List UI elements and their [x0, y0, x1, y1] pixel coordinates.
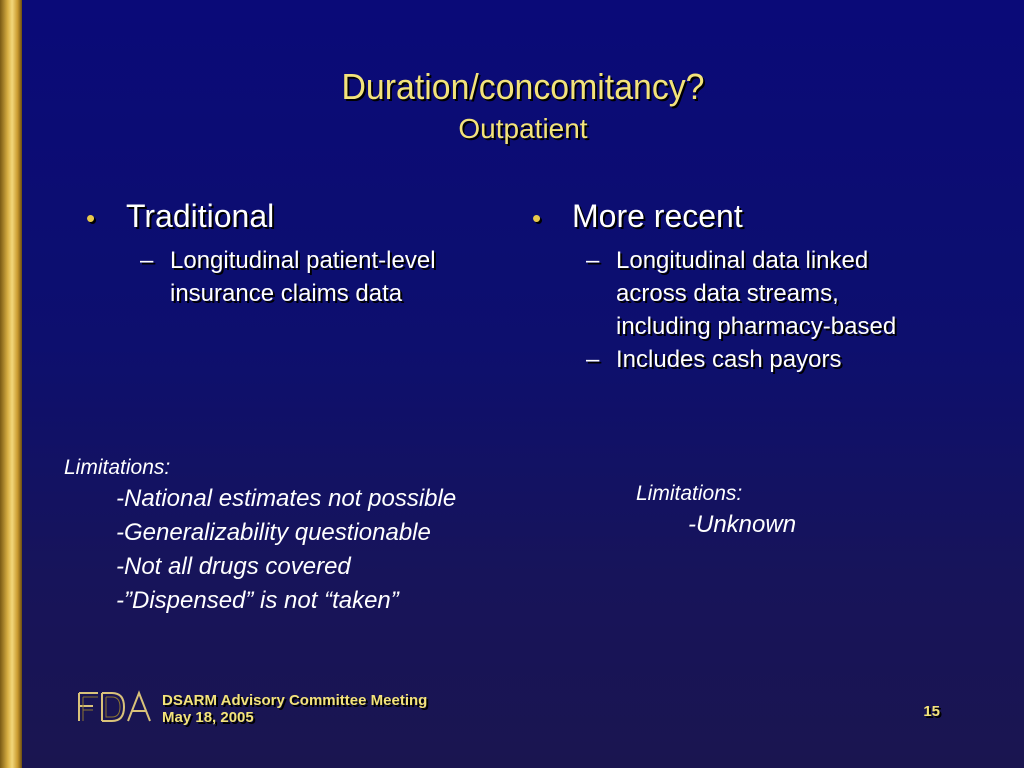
limitation-item: -”Dispensed” is not “taken” [116, 587, 399, 614]
limitations-heading: Limitations: [636, 482, 743, 505]
right-limitations [636, 480, 796, 542]
sub-list [86, 244, 506, 310]
limitation-item: -Generalizability questionable [116, 519, 431, 546]
limitation-item: -Not all drugs covered [116, 553, 351, 580]
sub-item [140, 244, 506, 310]
bullet-dot-icon: • [532, 203, 542, 233]
limitation-item: -National estimates not possible [116, 485, 457, 512]
bullet-traditional [86, 196, 506, 238]
footer-meeting-info [162, 692, 427, 726]
bullet-dot-icon: • [86, 203, 96, 233]
sub-item-text: Longitudinal patient-level insurance claims data [170, 247, 436, 307]
right-column [532, 196, 952, 376]
fda-logo-icon [76, 690, 154, 724]
slide-title: Duration/concomitancy? [341, 66, 705, 107]
left-limitations [64, 454, 456, 618]
left-column [86, 196, 506, 310]
sub-item [586, 244, 952, 343]
sub-item-text: Longitudinal data linked across data streams, including pharmacy-based [616, 247, 897, 340]
dash-icon: – [586, 346, 600, 373]
bullet-label: Traditional [126, 198, 275, 234]
limitation-item: -Unknown [688, 511, 797, 538]
gold-side-bar [0, 0, 22, 768]
footer-date: May 18, 2005 [162, 709, 254, 726]
page-number: 15 [923, 703, 940, 720]
bullet-label: More recent [572, 198, 743, 234]
slide-subtitle: Outpatient [458, 113, 588, 144]
bullet-more-recent [532, 196, 952, 238]
footer-meeting: DSARM Advisory Committee Meeting [162, 692, 428, 709]
limitations-heading: Limitations: [64, 456, 171, 479]
sub-list [532, 244, 952, 376]
dash-icon: – [586, 247, 600, 274]
sub-item-text: Includes cash payors [616, 346, 842, 373]
sub-item [586, 343, 952, 376]
dash-icon: – [140, 247, 154, 274]
